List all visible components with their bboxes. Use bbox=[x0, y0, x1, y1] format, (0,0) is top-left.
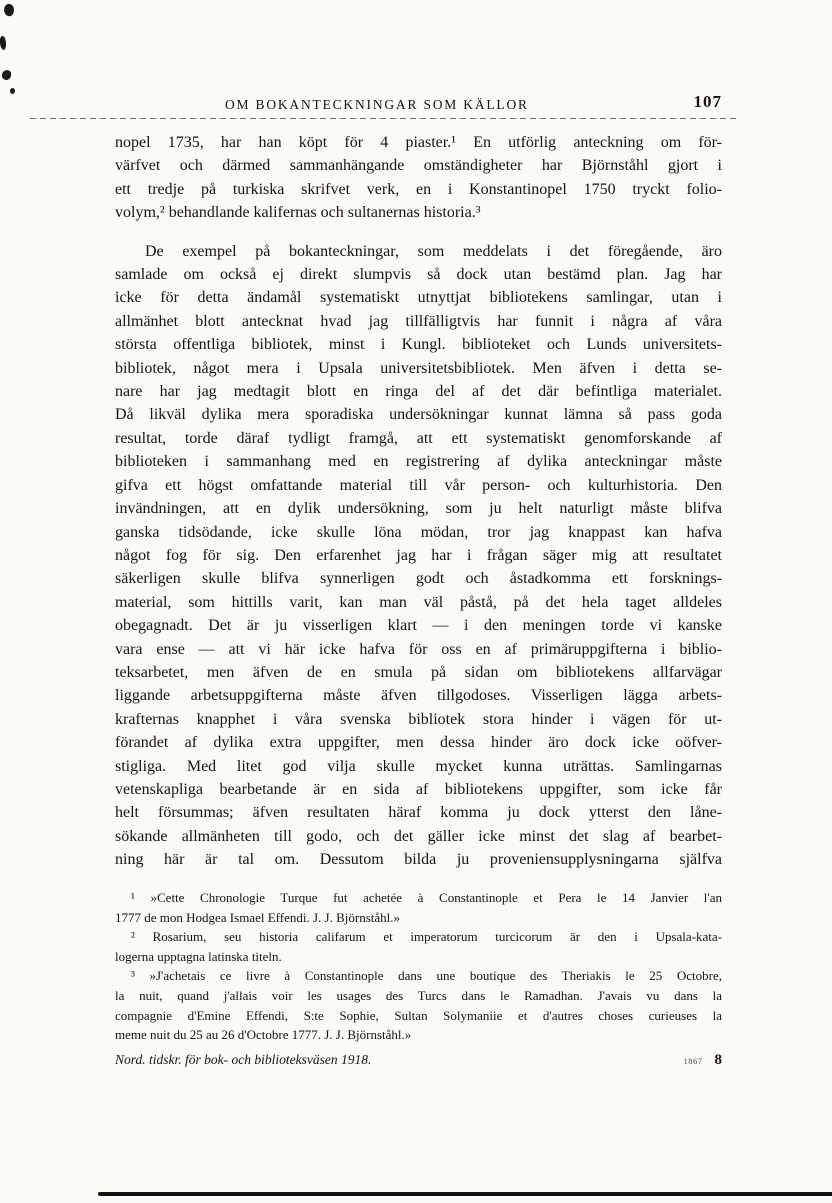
page-footer bbox=[115, 1052, 722, 1069]
text-line: De exempel på bokanteckningar, som meddelats i det föregående, äro bbox=[145, 242, 722, 260]
text-line: nopel 1735, har han köpt för 4 piaster.¹ En utförlig anteckning om för- bbox=[115, 134, 722, 151]
signature-number: 8 bbox=[714, 1052, 722, 1068]
page-number: 107 bbox=[693, 92, 722, 111]
text-line: säkerligen skulle blifva synnerligen godt och åstadkomma ett forsknings- bbox=[115, 570, 722, 588]
text-line: vetenskapliga bearbetande är en sida af bibliotekens uppgifter, som icke får bbox=[115, 780, 722, 798]
text-line: ² Rosarium, seu historia califarum et imperatorum turcicorum är den i Upsala-kata- bbox=[131, 929, 722, 945]
text-line: ganska tidsödande, icke skulle löna mödan, tror jag knappast kan hafva bbox=[115, 523, 722, 541]
text-line: icke för detta ändamål systematiskt utnyttjat bibliotekens samlingar, utan i bbox=[115, 289, 722, 307]
text-line: sökande allmänheten till godo, och det gäller icke minst det slag af bearbet- bbox=[115, 827, 722, 845]
text-line: värfvet och därmed sammanhängande omständigheter har Björnståhl gjort i bbox=[115, 157, 722, 175]
text-line: material, som hittills varit, kan man väl påstå, på det hela taget alldeles bbox=[115, 593, 722, 611]
scan-artifact bbox=[10, 88, 15, 94]
text-line: största offentliga bibliotek, minst i Kungl. biblioteket och Lunds universitets- bbox=[115, 336, 722, 354]
text-line: liggande arbetsuppgifterna måste äfven tillgodoses. Visserligen lägga arbets- bbox=[115, 687, 722, 705]
text-line: 1777 de mon Hodgea Ismael Effendi. J. J. Björnståhl.» bbox=[115, 909, 400, 925]
text-line: stigliga. Med litet god vilja skulle mycket kunna uträttas. Samlingarnas bbox=[115, 757, 722, 775]
text-line: obegagnadt. Det är ju visserligen klart — i den meningen torde vi kanske bbox=[115, 617, 722, 635]
text-line: teksarbetet, men äfven de en smula på sidan om bibliotekens allfarvägar bbox=[115, 663, 722, 681]
text-line: logerna upptagna latinska titeln. bbox=[115, 948, 282, 964]
text-line: något fog för sig. Den erfarenhet jag har i frågan säger mig att resultatet bbox=[115, 546, 722, 564]
text-line: nare har jag medtagit blott en ringa del af det där befintliga materialet. bbox=[115, 383, 722, 401]
text-line: ³ »J'achetais ce livre à Constantinople dans une boutique des Theriakis le 25 Octobre, bbox=[131, 968, 722, 984]
text-line: allmänhet blott antecknat hvad jag tillfälligtvis har funnit i några af våra bbox=[115, 312, 722, 330]
text-line: vara ense — att vi här icke hafva för oss en af primäruppgifterna i biblio- bbox=[115, 640, 722, 658]
page-header bbox=[115, 92, 722, 119]
paragraph bbox=[115, 240, 722, 872]
text-line: ett tredje på turkiska skrifvet verk, en i Konstantinopel 1750 tryckt folio- bbox=[115, 180, 722, 198]
text-line: Då likväl dylika mera sporadiska undersökningar kunnat lämna så pass goda bbox=[115, 406, 722, 424]
printer-mark: 1867 bbox=[683, 1056, 703, 1066]
footnote bbox=[115, 927, 722, 966]
text-line: helt försummas; äfven resultaten häraf komma ju dock ytterst den låne- bbox=[115, 804, 722, 822]
text-line: biblioteken i sammanhang med en registrering af dylika anteckningar måste bbox=[115, 453, 722, 471]
text-line: compagnie d'Emine Effendi, S:te Sophie, Sultan Solymaniie et d'autres choses curieuses la bbox=[115, 1007, 722, 1023]
scan-artifact bbox=[1, 69, 13, 81]
text-line: förandet af dylika extra uppgifter, men dessa hinder äro dock icke oöfver- bbox=[115, 734, 722, 752]
body-text bbox=[115, 131, 722, 872]
text-line: ning här är tal om. Dessutom bilda ju proveniensupplysningarna själfva bbox=[115, 851, 722, 869]
scan-artifact bbox=[98, 1192, 832, 1196]
text-line: ¹ »Cette Chronologie Turque fut achetée à Constantinople et Pera le 14 Janvier l'an bbox=[131, 890, 722, 905]
running-title: OM BOKANTECKNINGAR SOM KÄLLOR bbox=[225, 97, 529, 112]
text-line: gifva ett högst omfattande material till vår person- och kulturhistoria. Den bbox=[115, 476, 722, 494]
footnotes bbox=[115, 888, 722, 1045]
header-rule bbox=[30, 118, 738, 119]
text-line: invändningen, att en dylik undersökning, som ju helt naturligt måste blifva bbox=[115, 500, 722, 518]
text-line: volym,² behandlande kalifernas och sultanernas historia.³ bbox=[115, 204, 481, 222]
text-line: samlade om också ej direkt slumpvis så dock utan bestämd plan. Jag har bbox=[115, 266, 722, 284]
footnote bbox=[115, 966, 722, 1044]
scan-artifact bbox=[0, 36, 7, 51]
text-line: krafternas knapphet i våra svenska bibliotek stora hinder i vägen för ut- bbox=[115, 710, 722, 728]
footnote bbox=[115, 888, 722, 927]
signature-group bbox=[684, 1052, 723, 1069]
scan-artifact bbox=[3, 3, 15, 17]
text-line: la nuit, quand j'allais voir les usages des Turcs dans le Ramadhan. J'avais vu dans la bbox=[115, 987, 722, 1003]
text-line: resultat, torde däraf tydligt framgå, att ett systematiskt genomforskande af bbox=[115, 429, 722, 447]
paragraph bbox=[115, 131, 722, 225]
text-line: meme nuit du 25 au 26 d'Octobre 1777. J. J. Björnståhl.» bbox=[115, 1027, 412, 1043]
text-line: bibliotek, något mera i Upsala universitetsbibliotek. Men äfven i detta se- bbox=[115, 359, 722, 377]
journal-title: Nord. tidskr. för bok- och biblioteksväsen 1918. bbox=[115, 1052, 372, 1067]
